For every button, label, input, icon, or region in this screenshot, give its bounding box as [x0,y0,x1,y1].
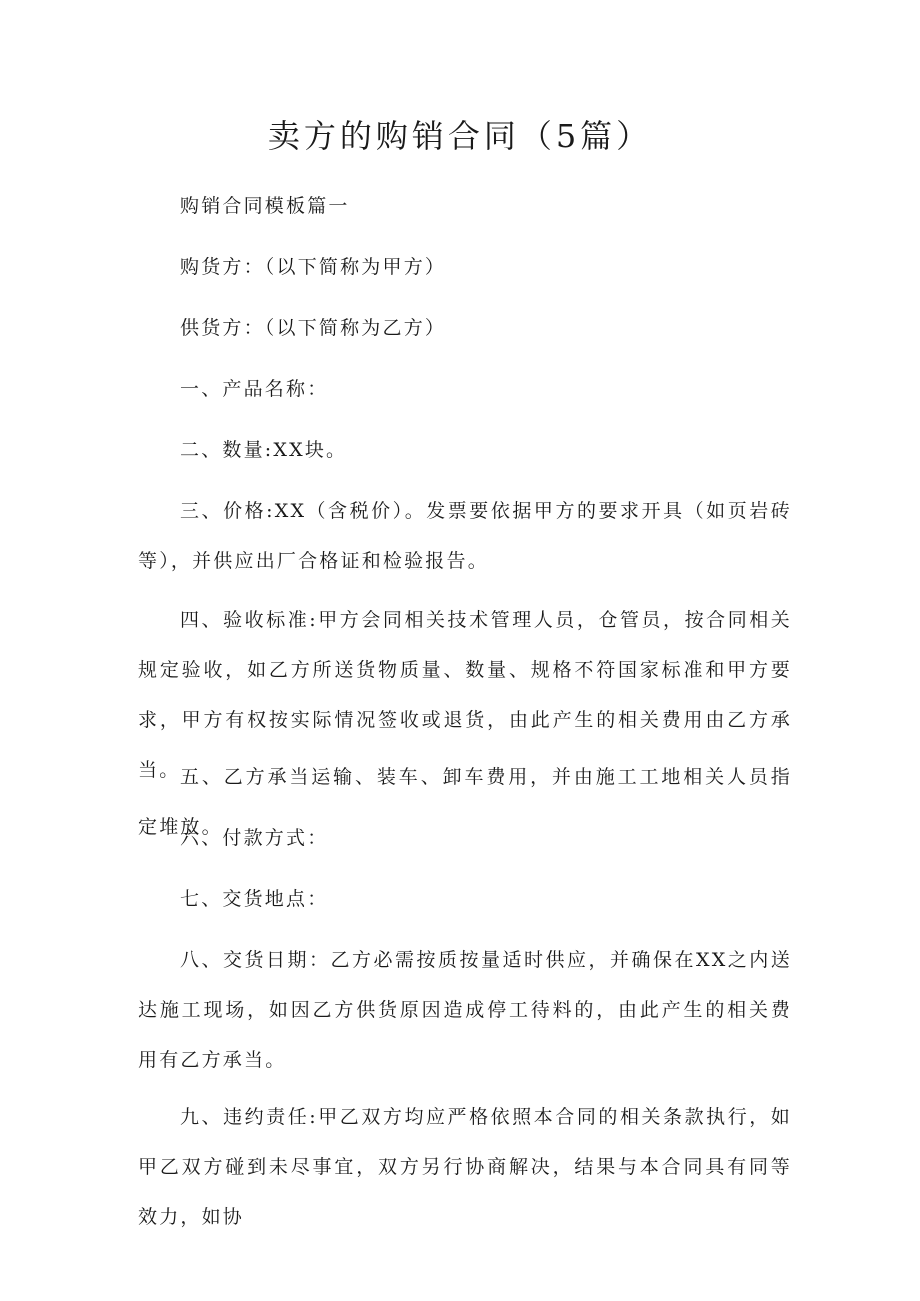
paragraph-delivery-location: 七、交货地点： [180,888,329,910]
paragraph-quantity: 二、数量:XX块。 [180,439,348,461]
paragraph-price: 三、价格:XX（含税价）。发票要依据甲方的要求开具（如页岩砖等），并供应出厂合格证和检验报告。 [138,500,792,572]
document-title: 卖方的购销合同（5篇） [267,117,653,155]
paragraph-payment: 六、付款方式： [180,827,329,849]
paragraph-buyer: 购货方：（以下简称为甲方） [180,256,447,278]
paragraph-section-heading: 购销合同模板篇一 [180,195,350,217]
paragraph-supplier: 供货方：（以下简称为乙方） [180,317,447,339]
paragraph-acceptance: 四、验收标准:甲方会同相关技术管理人员，仓管员，按合同相关规定验收，如乙方所送货物质量、数量、规格不符国家标准和甲方要求，甲方有权按实际情况签收或退货，由此产生的相关费用由乙方承当。 [138,609,792,781]
paragraph-transport: 五、乙方承当运输、装车、卸车费用，并由施工工地相关人员指定堆放。 [138,766,792,838]
paragraph-product-name: 一、产品名称： [180,378,329,400]
paragraph-liability: 九、违约责任:甲乙双方均应严格依照本合同的相关条款执行，如甲乙双方碰到未尽事宜，双方另行协商解决，结果与本合同具有同等效力，如协 [138,1106,792,1228]
paragraph-delivery-date: 八、交货日期：乙方必需按质按量适时供应，并确保在XX之内送达施工现场，如因乙方供货原因造成停工待料的，由此产生的相关费用有乙方承当。 [138,949,792,1071]
